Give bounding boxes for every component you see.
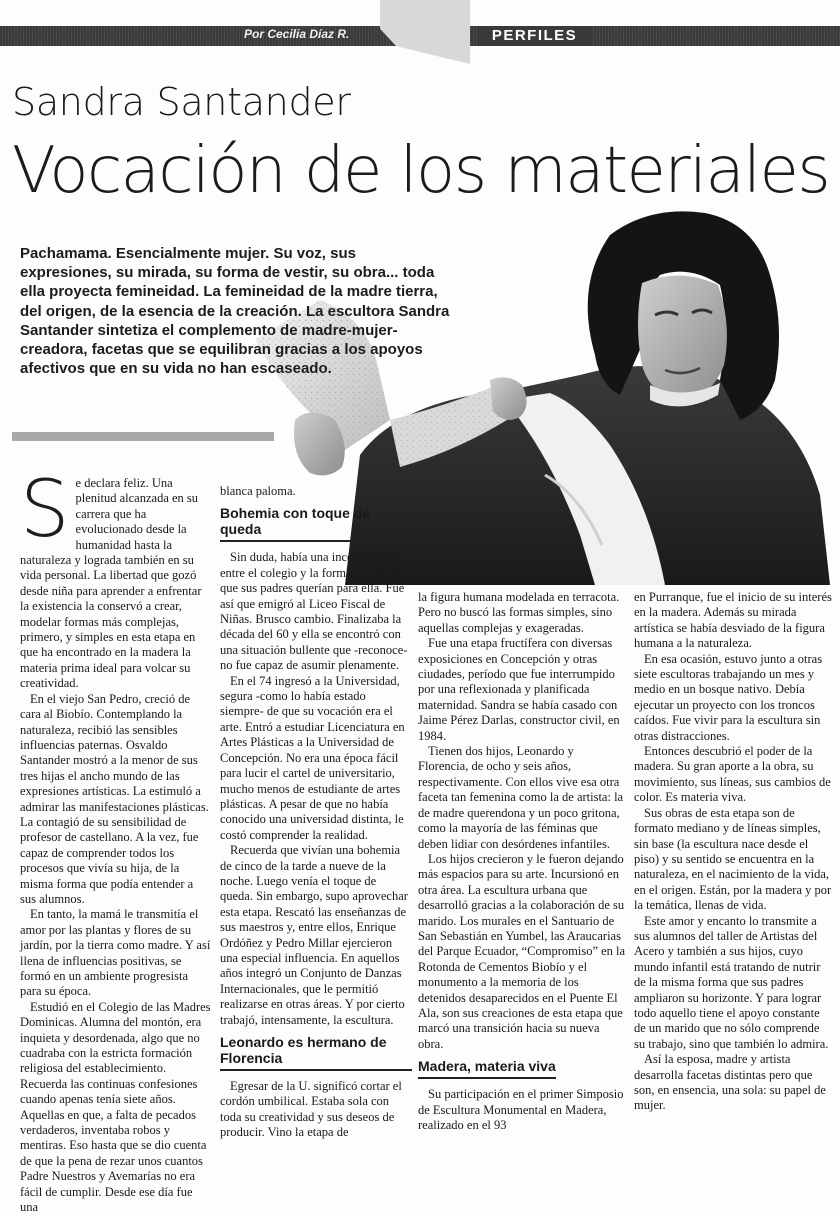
col2-paragraph-1: Sin duda, había una incongruencia entre el colegio y la formación amplia que sus padres querían para ella. Fue así que emigró al Liceo Fiscal de Niñas. Brusco cambio. Finalizaba la década del 60 y ella se encontró con una situación bullente que -reconoce- no fue capaz de asumir plenamente. [220,550,411,673]
drop-cap: S [20,465,70,555]
col3-paragraph-1: Fue una etapa fructífera con diversas exposiciones en Concepción y otras ciudades, período que fue interrumpido por una reflexionada y planificada maternidad. Sandra se había casado con Jaime Pérez Darlas, constructor civil, en 1984. [418,636,620,743]
column-3 [418,590,626,1133]
subheading-madera: Madera, materia viva [418,1058,556,1079]
col1-paragraph-4: Estudió en el Colegio de las Madres Dominicas. Alumna del montón, era inquieta y desordenada, algo que no cuadraba con la estricta formación religiosa del establecimiento. Recuerda las continuas confesiones cuando apenas tenía siete años. Aquellas en que, a falta de pecados verdaderos, inventaba robos y mentiras. Eso hasta que se dio cuenta de que la pena de rezar unos cuantos Padre Nuestros y Avemarías no era fácil de cumplir. Desde ese día fue una [20,999,211,1215]
author-byline: Por Cecilia Díaz R. [244,27,350,41]
col3-paragraph-4: Su participación en el primer Simposio de Escultura Monumental en Madera, realizado en el 93 [418,1087,624,1132]
headline: Vocación de los materiales [12,134,830,208]
col3-opening: la figura humana modelada en terracota. Pero no buscó las formas simples, sino aquellas complejas y exageradas. [418,590,620,635]
col4-paragraph-2: Entonces descubrió el poder de la madera. Su gran aporte a la obra, su movimiento, sus líneas, sus cambios de color. Es materia viva. [634,744,831,805]
column-1 [20,465,212,1216]
column-4 [634,590,832,1114]
col1-paragraph-1: e declara feliz. Una plenitud alcanzada en su carrera que ha evolucionado desde la humanidad hasta la naturaleza y lograda también en su vida personal. La libertad que gozó desde niña para aprender a enfrentar la existencia la conservó a crear, modelar formas más complejas, primero, y simples en esta etapa en que ha encontrado en la madera la materia prima ideal para volcar su creatividad. [20,476,202,691]
col3-paragraph-2: Tienen dos hijos, Leonardo y Florencia, de ocho y seis años, respectivamente. Con ellos vive esa otra faceta tan femenina como la de artista: la de madre querendona y un poco gritona, como la mayoría de las féminas que deben lidiar con desórdenes infantiles. [418,744,624,851]
col4-paragraph-1: En esa ocasión, estuvo junto a otras siete escultoras trabajando un mes y medio en un bosque nativo. Debía ejecutar un proyecto con los troncos caídos. Fue vivir para la escultura sin otras distracciones. [634,651,823,743]
col2-opening: blanca paloma. [220,484,296,498]
col4-opening: en Purranque, fue el inicio de su interés en la madera. Además su mirada artística se había desviado de la figura humana a la naturaleza. [634,590,832,651]
col1-paragraph-2: En el viejo San Pedro, creció de cara al Biobío. Contemplando la naturaleza, recibió las sensibles influencias paternas. Osvaldo Santander mostró a la menor de sus tres hijas el ancho mundo de las expresiones artísticas. La estimuló a admirar las manifestaciones plásticas. La contagió de su sensibilidad de profesor de castellano. A la vez, fue capaz de comprender todos los procesos que vivía su hija, de la misma forma que podía entender a sus alumnos. [20,691,209,906]
col1-paragraph-3: En tanto, la mamá le transmitía el amor por las plantas y flores de su jardín, por la tierra como madre. Y así llena de influencias positivas, se formó en un ambiente progresista para su época. [20,907,211,999]
col2-paragraph-4: Egresar de la U. significó cortar el cordón umbilical. Estaba sola con toda su creatividad y sus deseos de producir. Vino la etapa de [220,1079,402,1140]
header-tab-shape [380,0,470,64]
subject-name: Sandra Santander [12,80,351,124]
col4-paragraph-3: Sus obras de esta etapa son de formato mediano y de líneas simples, sin base (la escultura nace desde el piso) y su sentido se encuentra en la naturaleza, en el nacimiento de la vida, en el origen. Están, por la madera y por la temática, llenas de vida. [634,805,832,913]
col2-paragraph-3: Recuerda que vivían una bohemia de cinco de la tarde a nueve de la noche. Luego venía el toque de queda. Sin embargo, supo aprovechar esta etapa. Rescató las enseñanzas de sus maestros y, entre ellos, Enrique Ordóñez y Pedro Millar ejercieron una especial influencia. En aquellos años integró un Conjunto de Danzas Internacionales, que le permitió realizarse en otras áreas. Y por cierto trabajó, intensamente, la escultura. [220,843,408,1027]
subheading-bohemia: Bohemia con toque de queda [220,505,412,542]
col4-paragraph-5: Así la esposa, madre y artista desarrolla facetas distintas pero que son, en ensencia, una sola: su papel de mujer. [634,1052,826,1113]
face-shape [638,275,727,406]
col4-paragraph-4: Este amor y encanto lo transmite a sus alumnos del taller de Artistas del Acero y también a sus hijos, cuyo mundo infantil está tratando de nutrir de la misma forma que sus padres ampliaron su horizonte. Y para lograr todo aquello tiene el apoyo constante de un marido que no sólo comprende su trabajo, sino que también lo admira. [634,913,829,1051]
lead-divider [12,432,274,441]
subheading-leonardo: Leonardo es hermano de Florencia [220,1034,412,1071]
col2-paragraph-2: En el 74 ingresó a la Universidad, segura -como lo había estado siempre- de que su vocación era el arte. Entró a estudiar Licenciatura en Artes Plásticas a la Universidad de Concepción. No era una época fácil para lucir el cartel de universitario, mucho menos de estudiante de artes plásticas. A pesar de que no había conocido una universidad distinta, le costó comprender la realidad. [220,673,405,842]
col3-paragraph-3: Los hijos crecieron y le fueron dejando más espacios para su arte. Incursionó en otra área. La escultura urbana que desarrolló gracias a la colaboración de su marido. Los murales en el Santuario de San Sebastián en Yumbel, las Araucarias del Parque Ecuador, “Compromiso” en la Rotonda de Cementos Biobío y el monumento a la memoria de los detenidos desaparecidos en el Puente El Ala, son sus creaciones de esta etapa que marcó una transición hacia su nueva obra. [418,851,626,1051]
section-label: PERFILES [478,26,591,46]
column-2 [220,484,412,1141]
lead-paragraph: Pachamama. Esencialmente mujer. Su voz, sus expresiones, su mirada, su forma de vestir, su obra... toda ella proyecta femineidad. La femineidad de la madre tierra, del origen, de la esencia de la creación. La escultora Sandra Santander sintetiza el complemento de madre-mujer-creadora, facetas que se equilibran gracias a los apoyos afectivos que en su vida no han escaseado. [20,245,450,378]
